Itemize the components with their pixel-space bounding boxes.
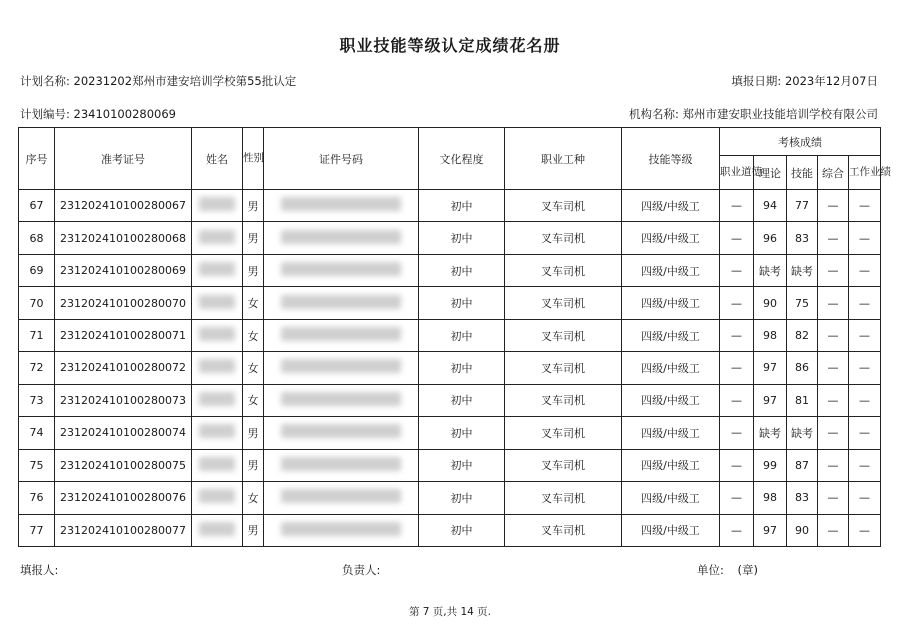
- table-row: [19, 352, 881, 384]
- cell-comprehensive: —: [818, 254, 849, 286]
- cell-comprehensive: —: [818, 319, 849, 351]
- header-education: 文化程度: [419, 128, 505, 190]
- cell-ethics: —: [720, 190, 754, 222]
- cell-theory: 97: [754, 352, 787, 384]
- redacted-id-number: [281, 522, 401, 536]
- cell-occupation: 叉车司机: [505, 254, 622, 286]
- table-row: [19, 417, 881, 449]
- cell-theory: 缺考: [754, 417, 787, 449]
- name-cell-redacted: [192, 190, 243, 222]
- header-comprehensive: 综合: [818, 156, 849, 190]
- header-assessment: 考核成绩: [720, 128, 881, 156]
- fill-date-label: 填报日期:: [731, 74, 782, 88]
- cell-skill: 90: [787, 514, 818, 546]
- cell-exam-no: 231202410100280077: [55, 514, 192, 546]
- plan-number: [20, 106, 176, 122]
- cell-work: —: [849, 222, 881, 254]
- cell-seq: 67: [19, 190, 55, 222]
- cell-work: —: [849, 190, 881, 222]
- cell-gender: 男: [243, 449, 264, 481]
- cell-gender: 女: [243, 287, 264, 319]
- cell-exam-no: 231202410100280067: [55, 190, 192, 222]
- page-number: 第 7 页,共 14 页.: [408, 606, 492, 618]
- cell-education: 初中: [419, 449, 505, 481]
- cell-education: 初中: [419, 482, 505, 514]
- cell-level: 四级/中级工: [622, 514, 720, 546]
- cell-occupation: 叉车司机: [505, 514, 622, 546]
- unit-label: 单位:: [697, 563, 724, 577]
- cell-level: 四级/中级工: [622, 482, 720, 514]
- redacted-name: [199, 359, 235, 373]
- redacted-id-number: [281, 230, 401, 244]
- id-cell-redacted: [264, 482, 419, 514]
- cell-education: 初中: [419, 222, 505, 254]
- id-cell-redacted: [264, 352, 419, 384]
- cell-exam-no: 231202410100280069: [55, 254, 192, 286]
- filler-label: 填报人:: [20, 563, 59, 577]
- id-cell-redacted: [264, 417, 419, 449]
- cell-education: 初中: [419, 514, 505, 546]
- redacted-name: [199, 489, 235, 503]
- plan-name-value: 20231202郑州市建安培训学校第55批认定: [73, 74, 297, 88]
- table-row: [19, 319, 881, 351]
- cell-theory: 缺考: [754, 254, 787, 286]
- name-cell-redacted: [192, 417, 243, 449]
- cell-work: —: [849, 319, 881, 351]
- header-gender: 性别: [243, 128, 264, 190]
- name-cell-redacted: [192, 449, 243, 481]
- name-cell-redacted: [192, 254, 243, 286]
- cell-education: 初中: [419, 254, 505, 286]
- cell-ethics: —: [720, 482, 754, 514]
- cell-comprehensive: —: [818, 190, 849, 222]
- cell-skill: 83: [787, 482, 818, 514]
- cell-level: 四级/中级工: [622, 222, 720, 254]
- cell-exam-no: 231202410100280075: [55, 449, 192, 481]
- redacted-id-number: [281, 489, 401, 503]
- cell-level: 四级/中级工: [622, 384, 720, 416]
- name-cell-redacted: [192, 319, 243, 351]
- cell-gender: 女: [243, 384, 264, 416]
- cell-theory: 97: [754, 514, 787, 546]
- table-row: [19, 254, 881, 286]
- cell-ethics: —: [720, 222, 754, 254]
- cell-gender: 男: [243, 222, 264, 254]
- cell-ethics: —: [720, 514, 754, 546]
- table-row: [19, 384, 881, 416]
- redacted-name: [199, 262, 235, 276]
- header-skill: 技能: [787, 156, 818, 190]
- cell-occupation: 叉车司机: [505, 222, 622, 254]
- cell-theory: 98: [754, 482, 787, 514]
- cell-work: —: [849, 384, 881, 416]
- cell-gender: 男: [243, 190, 264, 222]
- id-cell-redacted: [264, 514, 419, 546]
- cell-seq: 68: [19, 222, 55, 254]
- cell-education: 初中: [419, 319, 505, 351]
- cell-exam-no: 231202410100280073: [55, 384, 192, 416]
- cell-exam-no: 231202410100280070: [55, 287, 192, 319]
- redacted-name: [199, 327, 235, 341]
- cell-level: 四级/中级工: [622, 319, 720, 351]
- id-cell-redacted: [264, 449, 419, 481]
- cell-education: 初中: [419, 287, 505, 319]
- cell-level: 四级/中级工: [622, 254, 720, 286]
- cell-occupation: 叉车司机: [505, 287, 622, 319]
- cell-comprehensive: —: [818, 482, 849, 514]
- cell-work: —: [849, 482, 881, 514]
- redacted-name: [199, 392, 235, 406]
- cell-seq: 77: [19, 514, 55, 546]
- header-name: 姓名: [192, 128, 243, 190]
- cell-seq: 71: [19, 319, 55, 351]
- header-seq: 序号: [19, 128, 55, 190]
- responsible-label: 负责人:: [342, 563, 381, 577]
- organization-label: 机构名称:: [628, 107, 679, 121]
- cell-level: 四级/中级工: [622, 449, 720, 481]
- cell-seq: 76: [19, 482, 55, 514]
- cell-exam-no: 231202410100280074: [55, 417, 192, 449]
- cell-comprehensive: —: [818, 352, 849, 384]
- cell-skill: 75: [787, 287, 818, 319]
- table-row: [19, 190, 881, 222]
- redacted-id-number: [281, 262, 401, 276]
- cell-skill: 86: [787, 352, 818, 384]
- table-row: [19, 482, 881, 514]
- cell-level: 四级/中级工: [622, 287, 720, 319]
- cell-education: 初中: [419, 417, 505, 449]
- organization-value: 郑州市建安职业技能培训学校有限公司: [682, 107, 878, 121]
- cell-skill: 77: [787, 190, 818, 222]
- cell-theory: 99: [754, 449, 787, 481]
- name-cell-redacted: [192, 514, 243, 546]
- cell-gender: 女: [243, 319, 264, 351]
- id-cell-redacted: [264, 254, 419, 286]
- cell-work: —: [849, 352, 881, 384]
- cell-comprehensive: —: [818, 287, 849, 319]
- cell-ethics: —: [720, 319, 754, 351]
- id-cell-redacted: [264, 287, 419, 319]
- redacted-id-number: [281, 359, 401, 373]
- organization: [629, 106, 878, 122]
- cell-level: 四级/中级工: [622, 352, 720, 384]
- cell-ethics: —: [720, 417, 754, 449]
- table-row: [19, 514, 881, 546]
- header-ethics: 职业道德: [720, 156, 754, 190]
- cell-occupation: 叉车司机: [505, 482, 622, 514]
- cell-seq: 69: [19, 254, 55, 286]
- cell-work: —: [849, 254, 881, 286]
- cell-education: 初中: [419, 384, 505, 416]
- header-occupation: 职业工种: [505, 128, 622, 190]
- header-id-no: 证件号码: [264, 128, 419, 190]
- plan-name: [20, 73, 296, 89]
- cell-ethics: —: [720, 254, 754, 286]
- cell-level: 四级/中级工: [622, 417, 720, 449]
- redacted-id-number: [281, 327, 401, 341]
- cell-skill: 82: [787, 319, 818, 351]
- cell-comprehensive: —: [818, 449, 849, 481]
- cell-work: —: [849, 417, 881, 449]
- cell-skill: 83: [787, 222, 818, 254]
- name-cell-redacted: [192, 222, 243, 254]
- name-cell-redacted: [192, 482, 243, 514]
- fill-date-value: 2023年12月07日: [784, 74, 878, 88]
- cell-comprehensive: —: [818, 222, 849, 254]
- plan-number-value: 23410100280069: [73, 107, 176, 121]
- redacted-id-number: [281, 295, 401, 309]
- cell-occupation: 叉车司机: [505, 449, 622, 481]
- id-cell-redacted: [264, 222, 419, 254]
- cell-work: —: [849, 514, 881, 546]
- cell-occupation: 叉车司机: [505, 190, 622, 222]
- name-cell-redacted: [192, 384, 243, 416]
- redacted-name: [199, 230, 235, 244]
- redacted-id-number: [281, 424, 401, 438]
- cell-seq: 74: [19, 417, 55, 449]
- cell-ethics: —: [720, 352, 754, 384]
- id-cell-redacted: [264, 319, 419, 351]
- cell-seq: 73: [19, 384, 55, 416]
- redacted-id-number: [281, 197, 401, 211]
- name-cell-redacted: [192, 352, 243, 384]
- redacted-id-number: [281, 392, 401, 406]
- id-cell-redacted: [264, 384, 419, 416]
- header-level: 技能等级: [622, 128, 720, 190]
- cell-seq: 70: [19, 287, 55, 319]
- cell-gender: 男: [243, 514, 264, 546]
- table-row: [19, 449, 881, 481]
- cell-seq: 72: [19, 352, 55, 384]
- cell-ethics: —: [720, 384, 754, 416]
- plan-name-label: 计划名称:: [20, 74, 70, 88]
- unit-field: [697, 562, 758, 578]
- header-exam-no: 准考证号: [55, 128, 192, 190]
- cell-exam-no: 231202410100280071: [55, 319, 192, 351]
- cell-work: —: [849, 287, 881, 319]
- id-cell-redacted: [264, 190, 419, 222]
- redacted-name: [199, 197, 235, 211]
- cell-education: 初中: [419, 352, 505, 384]
- roster-body: [19, 190, 881, 547]
- cell-gender: 女: [243, 482, 264, 514]
- name-cell-redacted: [192, 287, 243, 319]
- cell-occupation: 叉车司机: [505, 384, 622, 416]
- page-title: 职业技能等级认定成绩花名册: [339, 36, 561, 55]
- cell-comprehensive: —: [818, 417, 849, 449]
- redacted-name: [199, 522, 235, 536]
- cell-theory: 98: [754, 319, 787, 351]
- cell-skill: 81: [787, 384, 818, 416]
- cell-theory: 97: [754, 384, 787, 416]
- cell-comprehensive: —: [818, 514, 849, 546]
- cell-occupation: 叉车司机: [505, 319, 622, 351]
- seal-text: (章): [737, 563, 759, 577]
- cell-work: —: [849, 449, 881, 481]
- cell-gender: 男: [243, 417, 264, 449]
- header-work-performance: 工作业绩: [849, 156, 881, 190]
- table-row: [19, 287, 881, 319]
- cell-occupation: 叉车司机: [505, 417, 622, 449]
- cell-exam-no: 231202410100280068: [55, 222, 192, 254]
- cell-gender: 男: [243, 254, 264, 286]
- cell-ethics: —: [720, 287, 754, 319]
- cell-ethics: —: [720, 449, 754, 481]
- cell-occupation: 叉车司机: [505, 352, 622, 384]
- cell-theory: 94: [754, 190, 787, 222]
- cell-skill: 87: [787, 449, 818, 481]
- cell-theory: 90: [754, 287, 787, 319]
- score-roster-table: [18, 127, 891, 547]
- fill-date: [731, 73, 878, 89]
- redacted-name: [199, 295, 235, 309]
- cell-gender: 女: [243, 352, 264, 384]
- plan-number-label: 计划编号:: [20, 107, 70, 121]
- cell-skill: 缺考: [787, 254, 818, 286]
- cell-seq: 75: [19, 449, 55, 481]
- redacted-id-number: [281, 457, 401, 471]
- cell-exam-no: 231202410100280076: [55, 482, 192, 514]
- cell-comprehensive: —: [818, 384, 849, 416]
- cell-theory: 96: [754, 222, 787, 254]
- cell-skill: 缺考: [787, 417, 818, 449]
- table-row: [19, 222, 881, 254]
- redacted-name: [199, 457, 235, 471]
- cell-level: 四级/中级工: [622, 190, 720, 222]
- cell-education: 初中: [419, 190, 505, 222]
- redacted-name: [199, 424, 235, 438]
- header-theory: 理论: [754, 156, 787, 190]
- cell-exam-no: 231202410100280072: [55, 352, 192, 384]
